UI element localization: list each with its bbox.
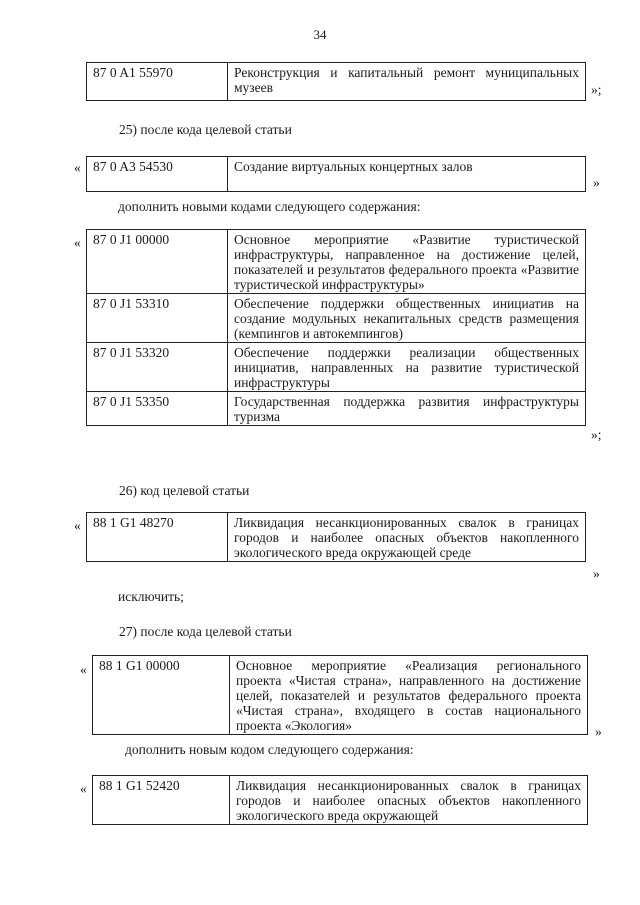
target-article-table-4 [86,512,586,562]
article-description: Обеспечение поддержки общественных инициатив на создание модульных некапитальных средств размещения (кемпингов и автокемпингов) [228,294,586,343]
article-description: Основное мероприятие «Реализация регионального проекта «Чистая страна», направленного на достижение целей, показателей и результатов федерального проекта «Чистая страна», входящего в состав национального проекта «Экология» [230,656,588,735]
opening-quote: « [74,518,81,533]
table-row [87,392,586,426]
article-description: Государственная поддержка развития инфраструктуры туризма [228,392,586,426]
page-number: 34 [313,27,327,42]
target-article-table-1 [86,62,586,101]
table-row [87,230,586,294]
paragraph-25: 25) после кода целевой статьи [119,122,292,137]
article-code: 87 0 J1 53320 [87,343,228,392]
target-article-table-2 [86,156,586,192]
article-description: Ликвидация несанкционированных свалок в границах городов и наиболее опасных объектов накопленного экологического вреда окружающей [230,776,588,825]
target-article-table-6 [92,775,588,825]
closing-quote: »; [591,82,602,97]
paragraph-exclude: исключить; [118,589,184,604]
target-article-table-3 [86,229,586,426]
closing-quote: » [595,724,602,739]
closing-quote: »; [591,427,602,442]
article-code: 87 0 J1 53310 [87,294,228,343]
closing-quote: » [593,566,600,581]
article-description: Основное мероприятие «Развитие туристической инфраструктуры, направленное на достижение целей, показателей и результатов федерального проекта «Развитие туристической инфраструктуры» [228,230,586,294]
article-code: 87 0 J1 53350 [87,392,228,426]
article-code: 88 1 G1 00000 [93,656,230,735]
article-description: Реконструкция и капитальный ремонт муниципальных музеев [228,63,586,101]
table-row [87,157,586,192]
paragraph-27: 27) после кода целевой статьи [119,624,292,639]
opening-quote: « [74,235,81,250]
table-row [93,656,588,735]
table-row [87,343,586,392]
article-code: 87 0 A1 55970 [87,63,228,101]
opening-quote: « [74,160,81,175]
opening-quote: « [80,662,87,677]
article-description: Создание виртуальных концертных залов [228,157,586,192]
article-code: 87 0 J1 00000 [87,230,228,294]
article-description: Ликвидация несанкционированных свалок в границах городов и наиболее опасных объектов накопленного экологического вреда окружающей среде [228,513,586,562]
table-row [87,63,586,101]
table-row [87,513,586,562]
paragraph-add-code: дополнить новым кодом следующего содержания: [125,742,414,757]
closing-quote: » [593,175,600,190]
article-code: 88 1 G1 48270 [87,513,228,562]
paragraph-add-codes: дополнить новыми кодами следующего содержания: [118,199,421,214]
article-description: Обеспечение поддержки реализации общественных инициатив, направленных на развитие туристической инфраструктуры [228,343,586,392]
article-code: 87 0 A3 54530 [87,157,228,192]
opening-quote: « [80,781,87,796]
table-row [87,294,586,343]
article-code: 88 1 G1 52420 [93,776,230,825]
paragraph-26: 26) код целевой статьи [119,483,250,498]
target-article-table-5 [92,655,588,735]
table-row [93,776,588,825]
